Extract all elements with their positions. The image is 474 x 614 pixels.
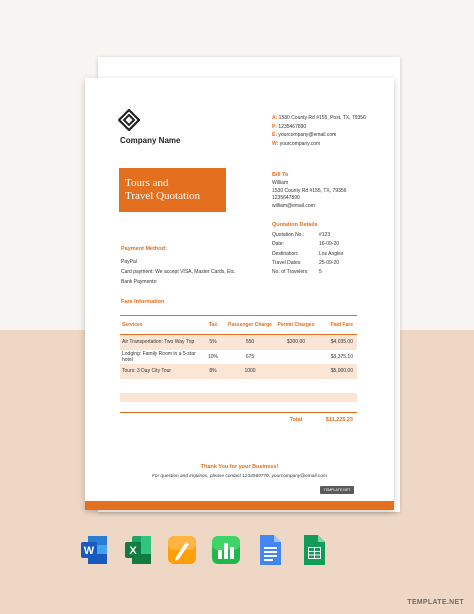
payment-methods (121, 257, 236, 287)
detail-row (272, 240, 343, 249)
payment-method-heading: Payment Method: (121, 246, 167, 252)
table-header (120, 315, 357, 335)
detail-label: Quotation No.: (272, 232, 305, 238)
pages-icon[interactable] (167, 533, 197, 567)
service-cell: Air Transportation: Two Way Trip (122, 339, 195, 346)
column-header: Permit Charges (277, 322, 315, 328)
detail-value: 5 (319, 269, 322, 276)
svg-text:W: W (83, 545, 95, 557)
column-header: Services (122, 322, 143, 328)
paid-cell: $3,375.10 (330, 353, 353, 360)
company-name: Company Name (120, 136, 181, 145)
email-key: E: (272, 132, 277, 138)
paid-cell: $4,035.00 (330, 339, 353, 346)
table-row (120, 393, 357, 402)
quotation-details-heading: Quotation Details (272, 222, 318, 228)
fare-information-heading: Fare Information (121, 299, 165, 305)
service-cell: Tours: 3 Day City Tour (122, 368, 172, 375)
bill-to-phone: 1235647890 (272, 195, 300, 201)
detail-label: Travel Dates: (272, 259, 302, 266)
table-row (120, 379, 357, 394)
service-cell: Lodging: Family Room in a 5-star hotel (122, 350, 196, 363)
detail-label: Destination: (272, 250, 299, 257)
company-logo-icon (118, 109, 140, 131)
quotation-document (85, 78, 394, 510)
svg-text:X: X (129, 545, 137, 557)
title-line-1: Tours and (125, 177, 169, 189)
company-email: yourcompany@email.com (278, 132, 337, 138)
detail-value: 16-09-20 (319, 241, 340, 248)
company-address: 1530 County Rd #155, Post, TX, 79356 (278, 115, 366, 121)
detail-label: Date: (272, 241, 284, 248)
table-row (120, 350, 357, 365)
phone-key: P: (272, 123, 277, 130)
total-label: Total (289, 416, 303, 423)
bill-to-name: William (272, 180, 289, 186)
document-title (119, 168, 226, 212)
table-row (120, 364, 357, 379)
tax-cell: 5% (209, 339, 217, 346)
total-value: $11,225.23 (325, 416, 353, 423)
google-docs-icon[interactable] (255, 533, 285, 567)
passenger-cell: 550 (245, 339, 255, 346)
company-phone: 1235467890 (278, 123, 307, 130)
app-icon-row (79, 533, 329, 567)
payment-line: Bank Payments: (121, 279, 158, 285)
tax-cell: 8% (209, 368, 217, 375)
passenger-cell: 1000 (244, 368, 256, 375)
detail-row (272, 231, 343, 240)
detail-row (272, 259, 343, 268)
title-line-2: Travel Quotation (125, 190, 201, 202)
detail-label: No. of Travelers: (272, 269, 309, 276)
bill-to-block (272, 180, 346, 210)
permit-cell: $300.00 (286, 339, 306, 346)
bill-to-heading: Bill To (272, 172, 289, 178)
detail-value: Los Angles (319, 250, 344, 257)
detail-value: 25-09-20 (319, 259, 340, 266)
total-row (120, 412, 357, 426)
column-header: Paid Fare (330, 322, 353, 328)
bill-to-address: 1530 County Rd #155, TX, 79356 (272, 187, 347, 194)
table-row (120, 335, 357, 350)
tax-cell: 10% (207, 353, 218, 360)
template-badge: TEMPLATE.NET (320, 486, 354, 494)
excel-icon[interactable] (123, 533, 153, 567)
quotation-details (272, 231, 343, 277)
detail-row (272, 250, 343, 259)
numbers-icon[interactable] (211, 533, 241, 567)
column-header: Passenger Charge (228, 322, 272, 328)
company-web: yourcompany.com (279, 140, 321, 147)
column-header: Tax (208, 322, 218, 328)
address-key: A: (272, 115, 278, 121)
google-sheets-icon[interactable] (299, 533, 329, 567)
paid-cell: $5,000.00 (330, 368, 353, 375)
passenger-cell: 675 (245, 353, 255, 360)
payment-line: PayPal (121, 259, 137, 265)
detail-row (272, 268, 343, 277)
thank-you-note: Thank You for your Business! (200, 464, 279, 470)
word-icon[interactable] (79, 533, 109, 567)
company-contact (272, 114, 366, 148)
fare-table (120, 315, 357, 426)
web-key: W: (272, 140, 279, 147)
footer-bar (85, 501, 394, 510)
inquiry-note: For question and inquiries, please contact 1234569770, yourcompany@email.com (152, 474, 327, 479)
table-spacer-row (120, 402, 357, 411)
bill-to-email: william@email.com (272, 202, 315, 209)
detail-value: #123 (319, 232, 331, 238)
payment-line: Card payment: We accept VISA, Master Cards, Etc. (121, 269, 236, 275)
watermark: TEMPLATE.NET (407, 599, 464, 606)
